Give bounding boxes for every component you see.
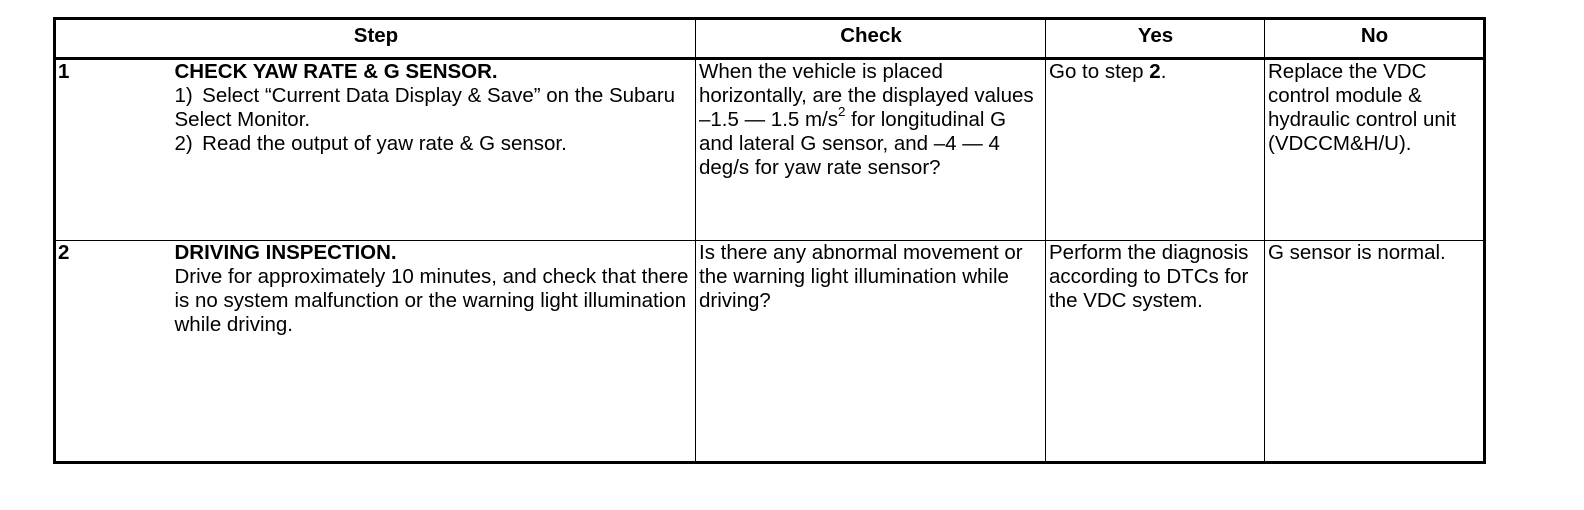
table-row	[55, 241, 1485, 463]
step-title: CHECK YAW RATE & G SENSOR.	[174, 60, 498, 83]
check-cell: Is there any abnormal movement or the warning light illumination while driving?	[696, 241, 1046, 463]
instruction-number: 1)	[174, 84, 193, 107]
diagnostic-table	[53, 17, 1486, 464]
instruction-number: 2)	[174, 132, 193, 155]
yes-suffix: .	[1160, 60, 1167, 83]
step-instruction	[175, 84, 694, 132]
superscript: 2	[838, 104, 846, 120]
header-yes: Yes	[1046, 19, 1265, 59]
step-number: 1	[55, 59, 175, 241]
step-instruction	[175, 132, 694, 156]
step-body: Drive for approximately 10 minutes, and check that there is no system malfunction or the warning light illumination while driving.	[174, 265, 689, 336]
check-text-continued: for longitudinal G and lateral G sensor, and –4 — 4 deg/s for yaw rate sensor?	[699, 108, 1007, 179]
no-cell: Replace the VDC control module & hydraulic control unit (VDCCM&H/U).	[1265, 59, 1485, 241]
yes-cell: Perform the diagnosis according to DTCs for the VDC system.	[1046, 241, 1265, 463]
instruction-text: Read the output of yaw rate & G sensor.	[202, 132, 567, 155]
instruction-text: Select “Current Data Display & Save” on the Subaru Select Monitor.	[174, 84, 676, 131]
header-check: Check	[696, 19, 1046, 59]
step-reference: 2	[1149, 60, 1161, 83]
check-text: When the vehicle is placed horizontally, are the displayed values –1.5 — 1.5 m/s	[699, 60, 1034, 131]
table-row	[55, 59, 1485, 241]
step-description	[175, 241, 696, 463]
header-no: No	[1265, 19, 1485, 59]
yes-text: Go to step	[1049, 60, 1150, 83]
step-number: 2	[55, 241, 175, 463]
header-step: Step	[55, 19, 696, 59]
no-cell: G sensor is normal.	[1265, 241, 1485, 463]
step-title: DRIVING INSPECTION.	[174, 241, 397, 264]
step-description	[175, 59, 696, 241]
yes-cell	[1046, 59, 1265, 241]
table-header-row	[55, 19, 1485, 59]
check-cell	[696, 59, 1046, 241]
